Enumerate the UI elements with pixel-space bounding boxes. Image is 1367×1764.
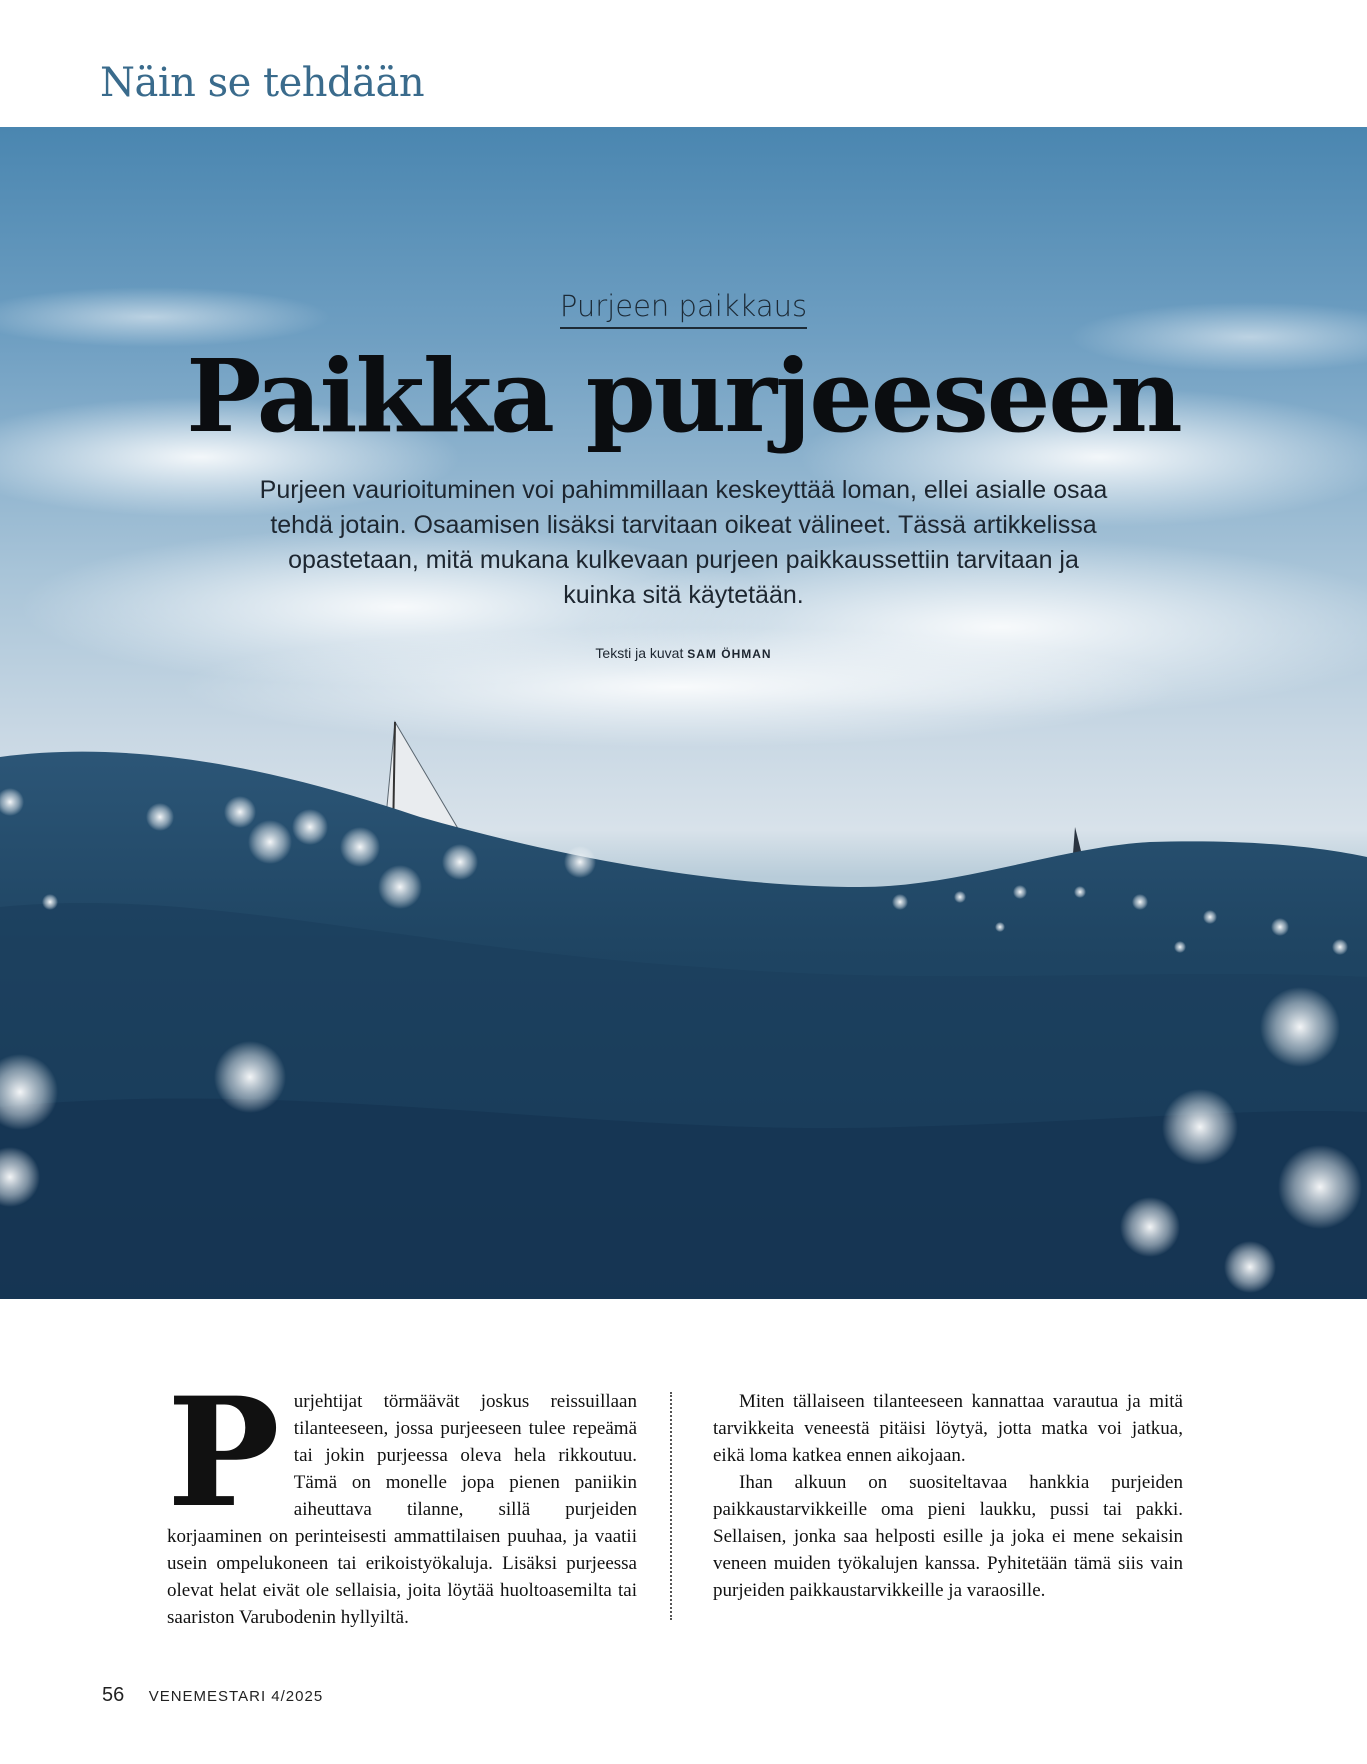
paragraph: urjehtijat törmäävät joskus reissuillaan tilanteeseen, jossa purjeeseen tulee repeämä tai jokin purjeessa oleva hela rikkoutuu. Tämä on monelle jopa pienen paniikin aiheuttava tilanne, sillä purjeiden korjaaminen on perinteisesti ammattilaisen puuhaa, ja vaatii usein ompelukoneen tai erikoistyökaluja. Lisäksi purjeessa olevat helat eivät ole sellaisia, joita löytää huoltoasemilta tai saariston Varubodenin hyllyiltä.	[167, 1391, 637, 1628]
kicker-text: Purjeen paikkaus	[560, 289, 807, 329]
kicker	[0, 289, 1367, 323]
magazine-issue: VENEMESTARI 4/2025	[148, 1688, 324, 1705]
section-title: Näin se tehdään	[100, 60, 425, 106]
dropcap: P	[167, 1365, 280, 1541]
column-divider	[670, 1392, 672, 1620]
lead-paragraph: Purjeen vaurioituminen voi pahimmillaan keskeyttää loman, ellei asialle osaa tehdä jotain. Osaamisen lisäksi tarvitaan oikeat välineet. Tässä artikkelissa opastetaan, mitä mukana kulkevaan purjeen paikkaussettiin tarvitaan ja kuinka sitä käytetään.	[259, 476, 1108, 609]
byline-author: SAM ÖHMAN	[687, 647, 772, 661]
column-left	[167, 1365, 637, 1631]
headline: Paikka purjeeseen	[186, 337, 1181, 455]
page-number: 56	[102, 1684, 125, 1706]
column-right	[713, 1388, 1183, 1604]
byline-prefix: Teksti ja kuvat	[595, 645, 684, 661]
paragraph: Miten tällaiseen tilanteeseen kannattaa varautua ja mitä tarvikkeita veneestä pitäisi löytyä, jotta matka voi jatkua, eikä loma katkea ennen aikojaan.	[713, 1391, 1183, 1466]
byline	[0, 645, 1367, 661]
hero-photo	[0, 127, 1367, 1299]
paragraph: Ihan alkuun on suositeltavaa hankkia purjeiden paikkaustarvikkeille oma pieni laukku, pussi tai pakki. Sellaisen, jonka saa helposti esille ja joka ei mene sekaisin veneen muiden työkalujen kanssa. Pyhitetään tämä siis vain purjeiden paikkaustarvikkeille ja varaosille.	[713, 1472, 1183, 1601]
page-footer	[102, 1684, 323, 1707]
